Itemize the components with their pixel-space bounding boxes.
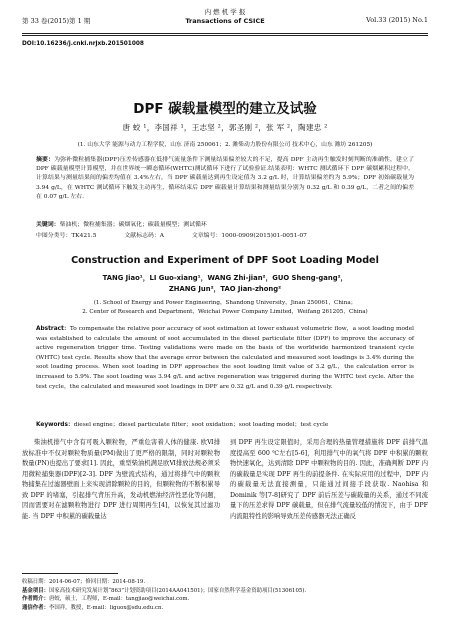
header-journal-cn: 内 燃 机 学 报: [204, 8, 246, 16]
header-volume-cn: 第 33 卷(2015)第 1 期: [22, 17, 91, 25]
abstract-en-text: To compensate the relative poor accuracy of soot estimation at lower exhaust volumetric flow，a soot loading model was established to calculate the amount of soot accumulated in the diesel particulate filter (DPF) to improve the accuracy of active regeneration trigger time. Testing validations were made on the basis of the worldwide harmonized transient cycle (WHTC) test cycle. Results show that the average error between the calculated and measured soot loadings is 3.4% during the soot loading process. When soot loading in DPF approaches the soot loading limit value of 3.2 g/L，the calculation error is increased to 5.9%. The soot loading was 3.94 g/L and active regeneration was triggered during the WHTC test cycle. After the test cycle，the calculated and measured soot loadings in DPF are 0.32 g/L and 0.39 g/L respectively.: [36, 326, 414, 390]
title-en: Construction and Experiment of DPF Soot Loading Model: [71, 255, 379, 266]
header-volume-en: Vol.33 (2015) No.1: [366, 16, 428, 24]
title-cn: DPF 碳载量模型的建立及试验: [133, 101, 317, 117]
document-code: 文献标志码：A: [124, 233, 165, 239]
running-header: [22, 6, 428, 32]
keywords-en: [36, 421, 414, 430]
authors-en-line-2: ZHANG Jun²，TAO Jian-zhong²: [168, 285, 282, 293]
keywords-en-label: Keywords：: [36, 422, 74, 428]
affiliation-en-line-2: 2. Center of Research and Department，Weichai Power Company Limited，Weifang 261205，China): [82, 309, 368, 315]
affiliation-en: [0, 299, 450, 317]
footnote-rule: [22, 573, 118, 574]
authors-en: [0, 273, 450, 295]
authors-en-line-1: TANG Jiao¹，LI Guo-xiang¹，WANG Zhi-jian²，GUO Sheng-gang²，: [102, 274, 348, 282]
header-rule: [22, 33, 428, 36]
classification-cn: [36, 232, 414, 241]
article-number: 文章编号：1000-0909(2015)01-0051-07: [191, 233, 307, 239]
footnote-contact-label: 通信作者：: [22, 604, 49, 611]
abstract-cn-label: 摘要：: [36, 157, 55, 163]
keywords-cn-label: 关键词：: [36, 222, 60, 228]
footnote-contact: [22, 604, 428, 613]
affiliation-cn: (1. 山东大学 能源与动力工程学院，山东 济南 250061；2. 潍柴动力股份有限公司 技术中心，山东 潍坊 261205): [77, 142, 373, 148]
header-journal-en: Transactions of CSICE: [185, 17, 265, 25]
clc-number: 中图分类号：TK421.5: [36, 233, 97, 239]
footnote-fund-label: 基金项目：: [22, 587, 49, 594]
abstract-cn: [36, 156, 414, 202]
abstract-en-label: Abstract：: [36, 326, 70, 332]
footnotes: [22, 578, 428, 612]
keywords-cn: [36, 221, 414, 230]
footnote-fund: [22, 587, 428, 596]
footnote-received: 收稿日期：2014-06-07；修回日期：2014-08-19.: [22, 579, 146, 585]
body-column-left: 柴油机排气中含有可吸入颗粒物，严重危害着人体的健康. 欧Ⅵ排放标准中不仅对颗粒物质量(PM)做出了更严格的限制，同时对颗粒物数量(PN)也提出了要求[1]. 因此，重型柴油机满足欧Ⅵ排放法规必须采用微粒捕集器(DPF)[2-3]. DPF 为壁流式结构，通过将排气中的颗粒物捕集在过滤器壁面上来实现清除颗粒的目的，但颗粒物的不断积累导致 DPF 的堵塞，引起排气背压升高，发动机燃油经济性恶化等问题，因而需要对在滤颗粒物进行 DPF 进行周期再生[4]，以恢复其过滤功能. 当 DPF 中积累的碳载量达: [22, 439, 220, 520]
footnote-author-label: 作者简介：: [22, 596, 49, 603]
affiliation-en-line-1: (1. School of Energy and Power Engineering，Shandong University，Jinan 250061，China；: [93, 300, 357, 306]
body-column-right: 到 DPF 再生设定限值时，采用合理的热量管理措施将 DPF 前排气温度提高至 600 ℃左右[5-6]，利用排气中的氧气将 DPF 中积累的颗粒物快速氧化，达到清除 DPF 中颗粒物的目的. 因此，准确判断 DPF 内的碳载量是实现 DPF 再生的前提条件. 在实际应用的过程中，DPF 内的碳载量无法直接测量，只能通过间接手段获取. Naohisa 和 Dominik 等[7-8]研究了 DPF 前后压差与碳载量的关系，通过不同流量下的压差求得 DPF 碳载量，但在排气流量较低的情况下，由于 DPF 内流阻特性的影响导致压差传感器无法正确反: [230, 439, 428, 520]
keywords-cn-text: 柴油机；微粒捕集器；碳烟氧化；碳载量模型；测试循环: [59, 222, 207, 228]
abstract-en: [36, 325, 414, 392]
footnote-author-text: 唐蛟，硕士，工程师，E-mail：tangjiao@weichai.com.: [48, 596, 190, 603]
footnote-author: [22, 595, 428, 604]
footnote-contact-text: 李国祥，教授，E-mail：liguox@sdu.edu.cn.: [48, 604, 164, 611]
keywords-en-text: diesel engine；diesel particulate filter；soot oxidation；soot loading model；test cycle: [73, 422, 329, 428]
footnote-fund-text: 国家高技术研究发展计划“863”计划资助项目(2014AA041501)；国家自然科学基金资助项目(51306105).: [48, 587, 307, 594]
doi[interactable]: DOI:10.16236/j.cnki.nrjxb.201501008: [22, 41, 144, 47]
abstract-cn-text: 为弥补微粒捕集器(DPF)压差传感器在低排气流量条件下测量结果偏差较大的不足，提高 DPF 主动再生触发时刻判断的准确性，建立了 DPF 碳载量模型计算模型，并在世界统一瞬态循环(WHTC)测试循环下进行了试验验证.结果表明：WHTC 测试循环下 DPF 碳烟累积过程中，计算结果与测量结果间的偏差均值在 3.4%左右，当 DPF 碳载量达到再生设定值为 3.2 g/L 时，计算结果偏差约为 5.9%；DPF 初始碳载量为 3.94 g/L，在 WHTC 测试循环下触发主动再生，循环结束后 DPF 碳载量计算结果和测量结果分别为 0.32 g/L 和 0.39 g/L，二者之间的偏差在 0.07 g/L 左右.: [36, 157, 415, 200]
authors-cn: 唐 蛟 ¹，李国祥 ¹，王志坚 ²，郭圣刚 ²，张 军 ²，陶建忠 ²: [122, 123, 328, 132]
